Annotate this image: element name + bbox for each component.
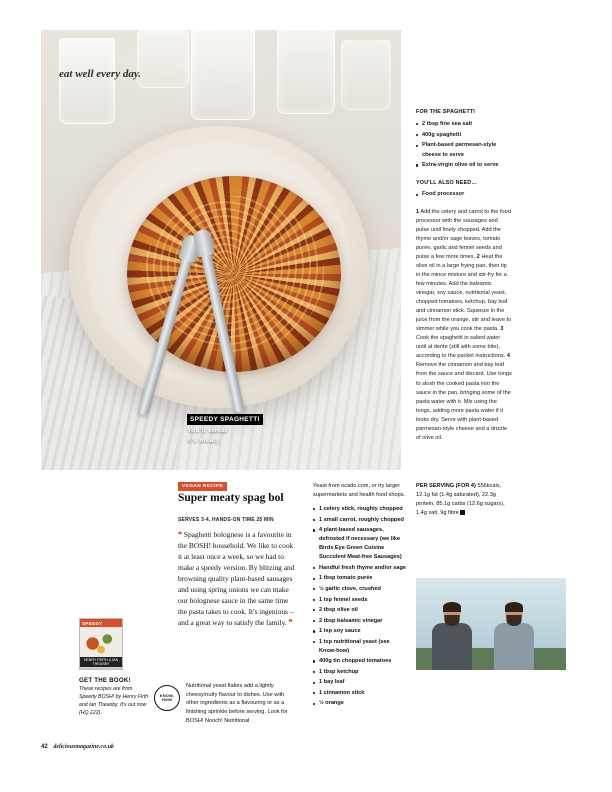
photo-caption-line2: it's meaty xyxy=(187,436,220,444)
know-how-text: Nutritional yeast flakes add a lightly cheesy/nutty flavour to dishes. Use with other ingredients as a flavouring or as a finishing sprinkle before serving. Look for BOSH! Nooch! Nutritional xyxy=(186,683,288,724)
recipe-intro-text: Spaghetti bolognese is a favourite in the BOSH! household. We like to cook it at least once a week, so we had to make a speedy version. By blitzing and browning quality plant-based sausages and using spring onions we can make our bolognese sauce in the same time the pasta takes to cook. It's ingenious – and a great way to satisfy the family. xyxy=(178,530,295,627)
list-item: ½ garlic clove, crushed xyxy=(313,585,407,594)
photo-overlay-tagline: eat well every day. xyxy=(59,68,142,80)
list-item: Handful fresh thyme and/or sage xyxy=(313,564,407,573)
page-title: Super meaty spag bol xyxy=(178,492,284,504)
list-item: 2 tbsp olive oil xyxy=(313,606,407,615)
list-item: Plant-based parmesan-style cheese to serve xyxy=(416,141,512,159)
recipe-intro xyxy=(178,530,296,629)
page-footer xyxy=(41,744,114,750)
ingredient-list xyxy=(313,505,407,708)
glass-decor xyxy=(191,30,255,120)
book-cover-image xyxy=(79,618,123,670)
list-item: 1 tsp nutritional yeast (see Know-how) xyxy=(313,638,407,656)
author-body xyxy=(494,623,534,670)
author-beard xyxy=(507,615,522,626)
glass-decor xyxy=(277,30,335,114)
know-how-badge: KNOW-HOW xyxy=(154,685,180,711)
quote-open-icon: ❝ xyxy=(178,530,182,539)
nutrition-label: PER SERVING (FOR 4) xyxy=(416,483,476,489)
step-text: Heat the olive oil in a large frying pan, then tip in the mince mixture and stir-fry for a few minutes. Add the balsamic vinegar, soy sauce, nutritional yeast, chopped tomatoes, ketchup, bay leaf and cinnamon stick. Squeeze in the juice from the orange, stir and leave to simmer while you cook the pasta. xyxy=(416,253,512,333)
list-item: 1 tsp soy sauce xyxy=(313,627,407,636)
photo-caption-line1: You'll swear xyxy=(187,427,228,435)
equipment-list xyxy=(416,190,512,199)
author-hair xyxy=(443,602,461,612)
photo-caption-tag: SPEEDY SPAGHETTI xyxy=(187,414,263,425)
book-cover-top-text: SPEEDY xyxy=(80,619,122,627)
hero-photo xyxy=(41,30,401,470)
list-item: Food processor xyxy=(416,190,512,199)
glass-decor xyxy=(137,30,189,88)
quote-close-icon: ❞ xyxy=(288,617,293,627)
glass-decor xyxy=(341,40,391,110)
list-item: 1 tbsp ketchup xyxy=(313,668,407,677)
footer-website: deliciousmagazine.co.uk xyxy=(53,744,115,750)
list-item: Extra-virgin olive oil to serve xyxy=(416,161,512,170)
step-number: 1 xyxy=(416,208,420,215)
author-hair xyxy=(505,602,523,612)
glass-decor xyxy=(59,38,115,124)
nutrition-text: 556kcals, 12.1g fat (1.4g saturated), 22.3g protein, 85.1g carbs (12.6g sugars), 1.4g salt, 9g fibre xyxy=(416,483,505,516)
status-badge: VEGAN RECIPE xyxy=(178,482,227,491)
author-body xyxy=(432,623,472,670)
book-promo-body: These recipes are from Speedy BOSH! by Henry Firth and Ian Theasby. It's out now (HQ £22). xyxy=(79,686,149,716)
list-item: 4 plant-based sausages, defrosted if necessary (we like Birds Eye Green Cuisine Succulent Meat-free Sausages) xyxy=(313,526,407,562)
list-item: 2 tbsp fine sea salt xyxy=(416,120,512,129)
ingredient-column xyxy=(313,482,407,717)
spaghetti-ingredient-list xyxy=(416,120,512,171)
list-item: 400g tin chopped tomatoes xyxy=(313,657,407,666)
nutrition-block xyxy=(416,482,512,523)
end-of-article-icon xyxy=(460,510,465,515)
list-item: 1 tbsp tomato purée xyxy=(313,574,407,583)
photo-caption xyxy=(187,414,263,445)
list-item: 1 small carrot, roughly chopped xyxy=(313,516,407,525)
right-column-top xyxy=(416,108,512,443)
book-cover-authors: HENRY FIRTH & IAN THEASBY xyxy=(80,657,122,667)
equipment-heading: YOU'LL ALSO NEED… xyxy=(416,179,477,186)
bowl-inner xyxy=(87,142,351,386)
sourcing-note: Yeast from ocado.com, or try larger supermarkets and health food shops. xyxy=(313,483,406,499)
step-number: 3 xyxy=(500,326,504,333)
list-item: 2 tbsp balsamic vinegar xyxy=(313,617,407,626)
step-number: 4 xyxy=(506,353,510,360)
pasta-bowl xyxy=(69,126,369,408)
step-text: Remove the cinnamon and bay leaf from the sauce and discard. Use tongs to slosh the cooked pasta into the sauce in the pan, bringing some of the pasta water with it. Mix using the tongs, adding more pasta water if it looks dry. Serve with plant-based parmesan-style cheese and a drizzle of olive oil. xyxy=(416,362,512,441)
author-beard xyxy=(445,615,460,626)
book-cover-art xyxy=(80,627,122,657)
page-number: 42 xyxy=(41,744,48,750)
list-item: ½ orange xyxy=(313,699,407,708)
list-item: 400g spaghetti xyxy=(416,131,512,140)
list-item: 1 tsp fennel seeds xyxy=(313,596,407,605)
step-text: Add the celery and carrot to the food processor with the sausages and pulse until finely chopped. Add the thyme and/or sage leaves, tomato purée, garlic and fennel seeds and pulse a few more times. xyxy=(416,208,511,260)
list-item: 1 cinnamon stick xyxy=(313,689,407,698)
recipe-serves: SERVES 3-4. HANDS-ON TIME 25 MIN xyxy=(178,517,274,523)
step-text: Cook the spaghetti in salted water until al dente (still with some bite), according to the packet instructions. xyxy=(416,335,506,360)
method-steps xyxy=(416,208,512,443)
book-promo-title: GET THE BOOK! xyxy=(79,677,131,684)
list-item: 1 bay leaf xyxy=(313,678,407,687)
author-portrait xyxy=(490,604,538,670)
book-promo xyxy=(79,676,151,717)
magazine-spread xyxy=(41,30,571,740)
author-portrait xyxy=(428,604,476,670)
spaghetti-heading: FOR THE SPAGHETTI xyxy=(416,109,476,115)
list-item: 1 celery stick, roughly chopped xyxy=(313,505,407,514)
step-number: 2 xyxy=(476,253,480,260)
authors-photo xyxy=(416,578,566,670)
